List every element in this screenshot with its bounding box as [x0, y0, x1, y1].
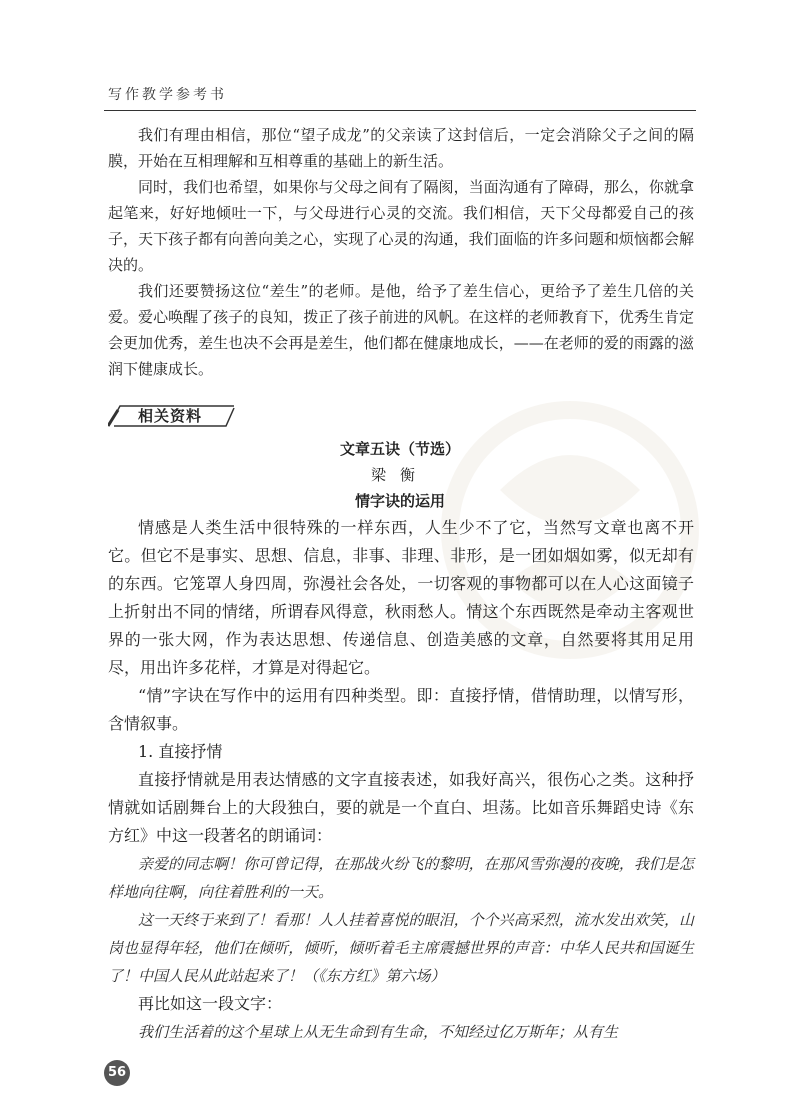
quote-paragraph: 我们生活着的这个星球上从无生命到有生命，不知经过亿万斯年；从有生 — [138, 1023, 619, 1041]
transition-line: 再比如这一段文字： — [138, 994, 283, 1013]
article-author: 梁衡 — [370, 466, 429, 484]
article-title: 文章五诀（节选） — [339, 440, 460, 458]
paragraph: 我们还要赞扬这位“差生”的老师。是他，给予了差生信心，更给予了差生几倍的关爱。爱心唤醒了孩子的良知，拨正了孩子前进的风帆。在这样的老师教育下，优秀生肯定会更加优秀，差生也决不会再是差生，他们都在健康地成长，——在老师的爱的雨露的滋润下健康成长。 — [108, 282, 694, 378]
article-subtitle: 情字诀的运用 — [354, 492, 445, 510]
article-body — [108, 514, 694, 1046]
running-header: 写作教学参考书 — [108, 87, 227, 103]
quote-paragraph: 这一天终于来到了！看那！人人挂着喜悦的眼泪，个个兴高采烈，流水发出欢笑，山岗也显得年轻，他们在倾听，倾听，倾听着毛主席震撼世界的声音：中华人民共和国诞生了！中国人民从此站起来了！（《东方红》第六场） — [108, 911, 694, 985]
intro-text — [108, 122, 694, 382]
paragraph: 直接抒情就是用表达情感的文字直接表述，如我好高兴，很伤心之类。这种抒情就如话剧舞台上的大段独白，要的就是一个直白、坦荡。比如音乐舞蹈史诗《东方红》中这一段著名的朗诵词： — [108, 770, 694, 845]
section-label-text: 相关资料 — [138, 407, 203, 425]
item-heading: 1. 直接抒情 — [138, 742, 223, 761]
section-label-related — [108, 400, 236, 430]
header-divider — [104, 110, 696, 111]
paragraph: 情感是人类生活中很特殊的一样东西，人生少不了它，当然写文章也离不开它。但它不是事实、思想、信息，非事、非理、非形，是一团如烟如雾，似无却有的东西。它笼罩人身四周，弥漫社会各处，一切客观的事物都可以在人心这面镜子上折射出不同的情绪，所谓春风得意，秋雨愁人。情这个东西既然是牵动主客观世界的一张大网，作为表达思想、传递信息、创造美感的文章，自然要将其用足用尽，用出许多花样，才算是对得起它。 — [108, 518, 694, 677]
paragraph: 我们有理由相信，那位“望子成龙”的父亲读了这封信后，一定会消除父子之间的隔膜，开始在互相理解和互相尊重的基础上的新生活。 — [108, 126, 694, 170]
paragraph: “情”字诀在写作中的运用有四种类型。即：直接抒情，借情助理，以情写形，含情叙事。 — [108, 686, 694, 733]
paragraph: 同时，我们也希望，如果你与父母之间有了隔阂，当面沟通有了障碍，那么，你就拿起笔来，好好地倾吐一下，与父母进行心灵的交流。我们相信，天下父母都爱自己的孩子，天下孩子都有向善向美之心，实现了心灵的沟通，我们面临的许多问题和烦恼都会解决的。 — [108, 178, 694, 274]
quote-paragraph: 亲爱的同志啊！你可曾记得，在那战火纷飞的黎明，在那风雪弥漫的夜晚，我们是怎样地向往啊，向往着胜利的一天。 — [108, 855, 694, 901]
page-number: 56 — [104, 1060, 130, 1086]
